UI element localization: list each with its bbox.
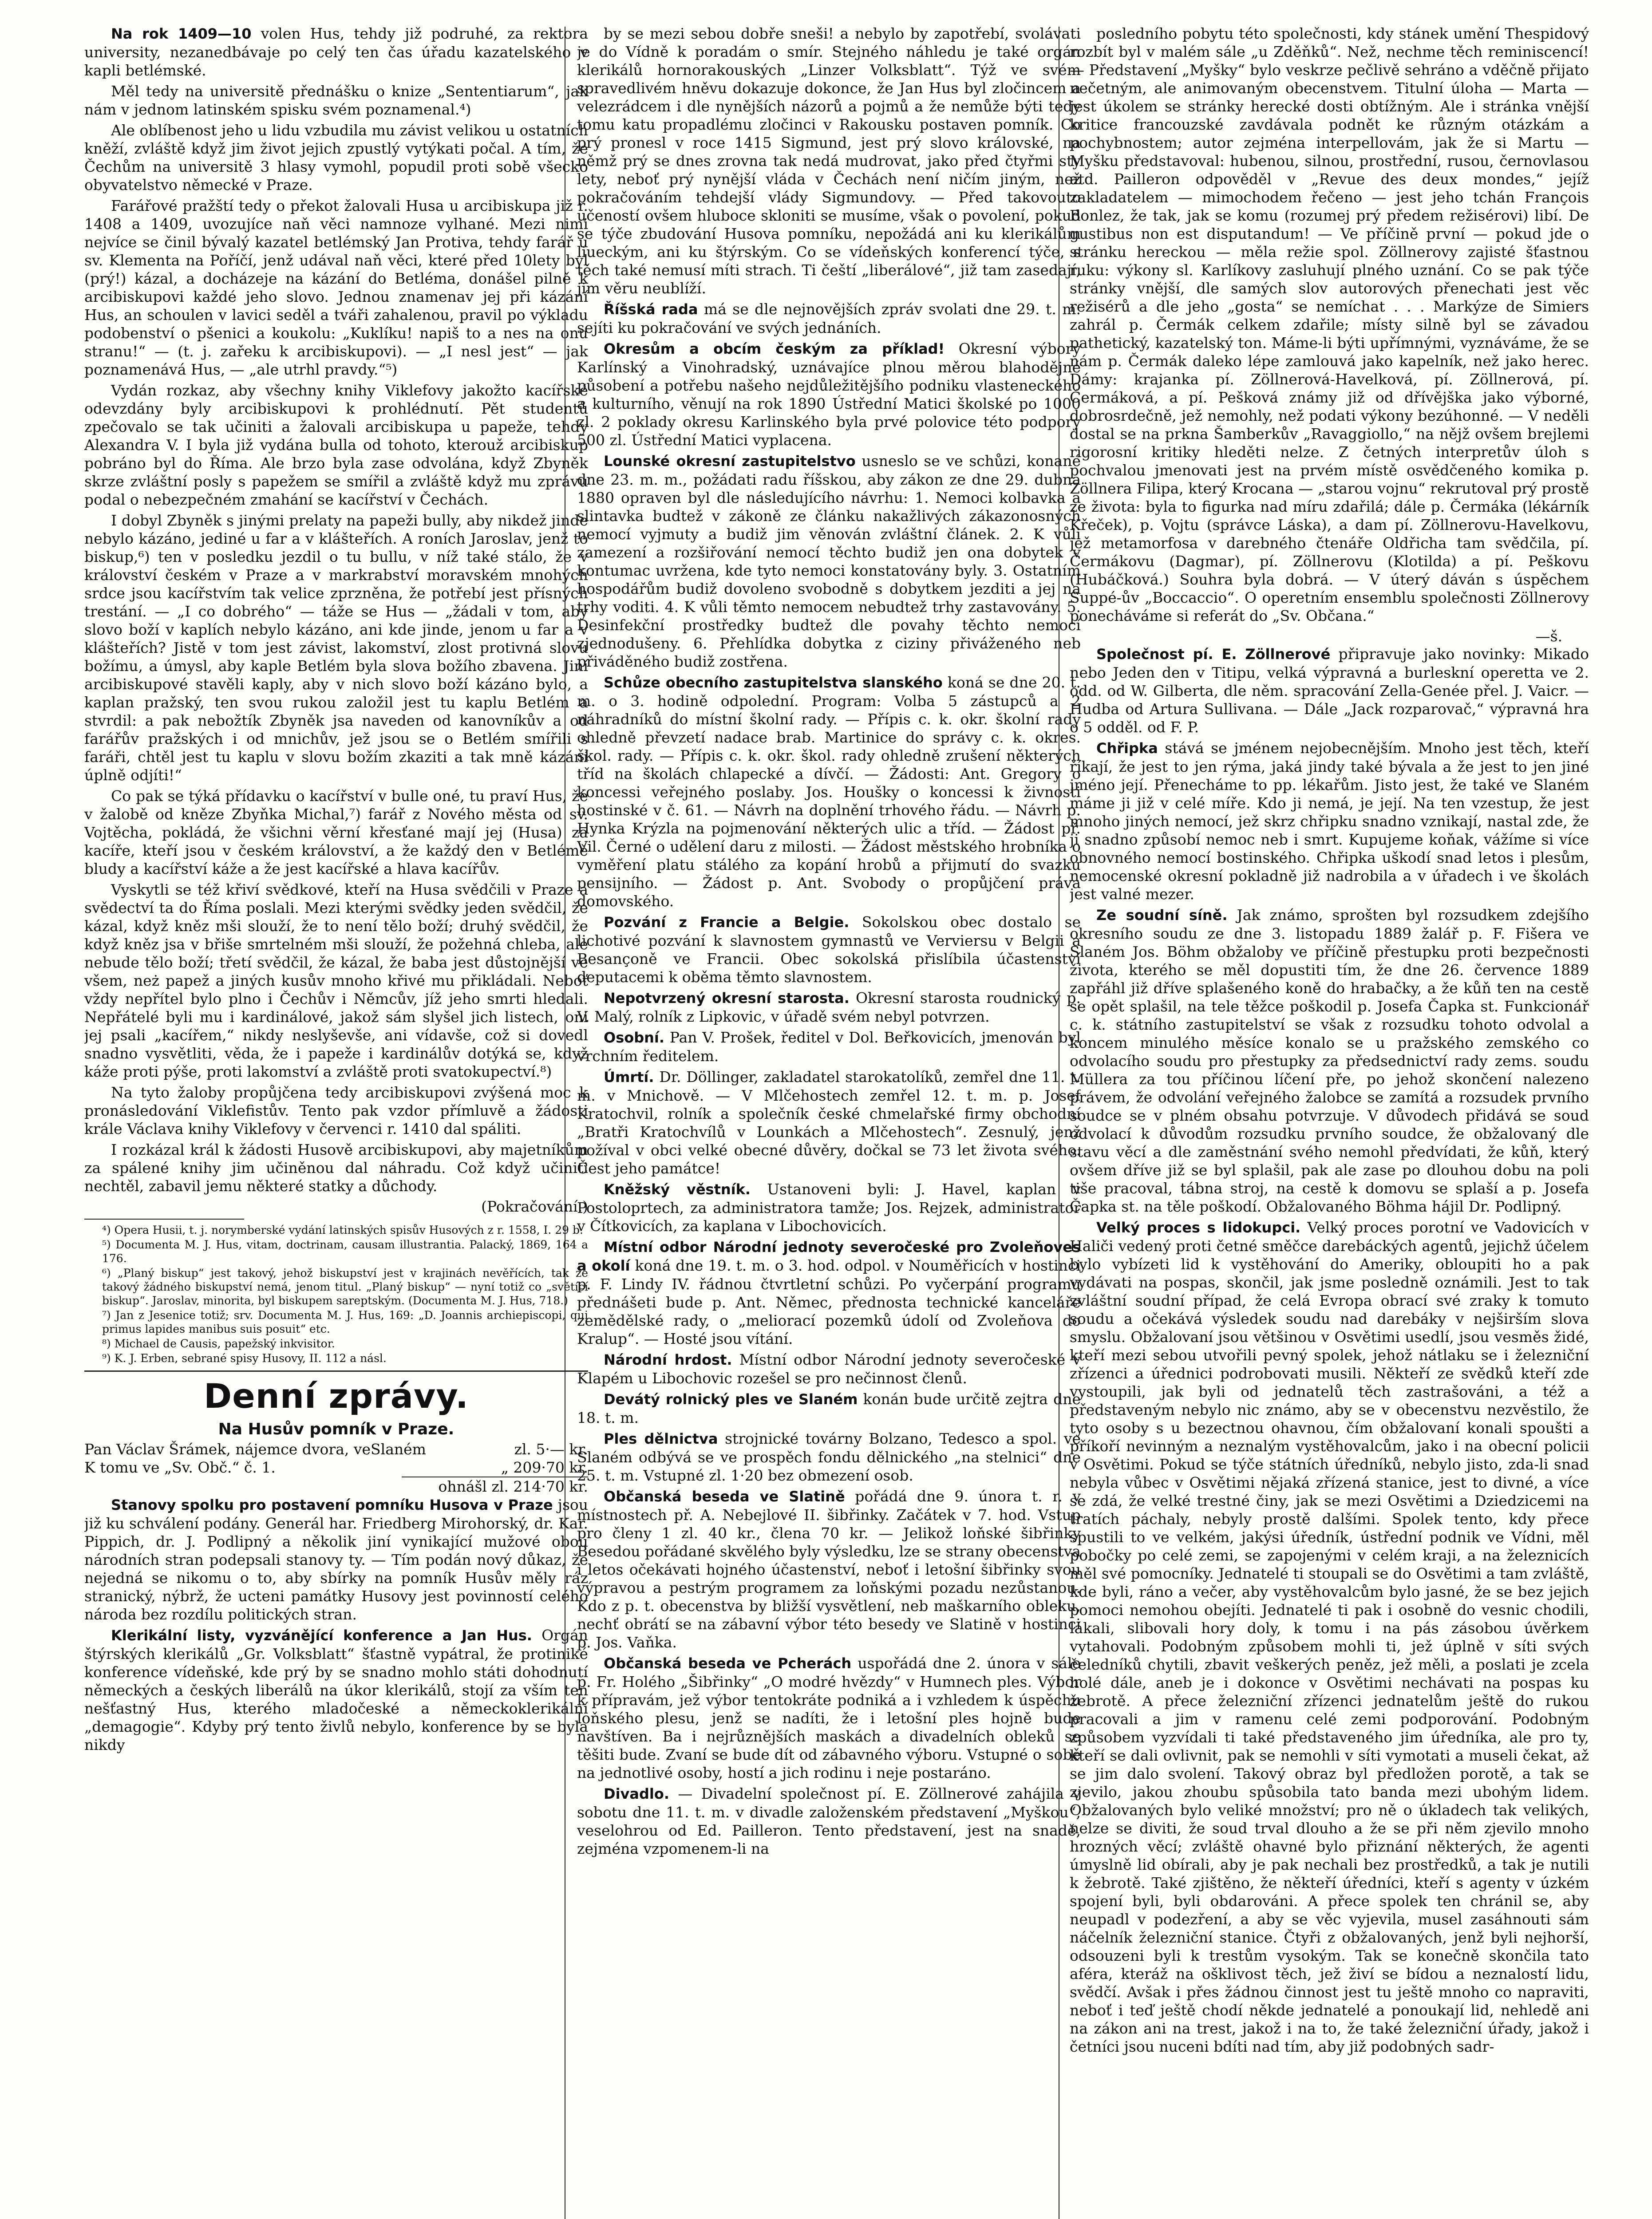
paragraph-text: Pan V. Prošek, ředitel v Dol. Beřkovicích, jmenován byl vrchním ředitelem.	[577, 1029, 1081, 1065]
article-hus-continued	[84, 24, 588, 1195]
footnote: ⁶) „Planý biskup“ jest takový, jehož biskupství jest v krajinách nevěřících, tak že takový žádného biskupství nemá, jenom titul. „Planý biskup“ — nyní totiž co „světící biskup“. Jaroslav, minorita, byl biskupem sareptským. (Documenta M. J. Hus, 718.)	[102, 1267, 588, 1307]
news-headline: Klerikální listy, vyzvánějící konference a Jan Hus.	[111, 1627, 532, 1644]
paragraph-text: Místní odbor Národní jednoty severočeské v Klapém u Libochovic rozešel se pro nečinnost členů.	[577, 1351, 1081, 1387]
footnote: ⁸) Michael de Causis, papežský inkvisitor.	[102, 1337, 335, 1350]
paragraph-text: uspořádá dne 2. února v sále p. Fr. Holého „Šibřinky“ „O modré hvězdy“ v Humnech ples. Výbor k přípravám, jež výbor tentokráte podniká a i vzhledem k úspěchu loňského plesu, jenž se nadíti, že i letošní ples hojně bude navštíven. Ba i nejrůznějších maskách a divadelních obleků se těšiti bude. Zvaní se bude dít od zábavného výboru. Vstupné o sobě na jednotlivé osoby, hostí a jich rodinu i neje postaráno.	[577, 1654, 1081, 1781]
news-headline: Národní hrdost.	[604, 1351, 732, 1368]
paragraph-text: by se mezi sebou dobře sneši! a nebylo by zapotřebí, svolávati je do Vídně k poradám o smír. Stejného náhledu je také orgán klerikálů hornorakouských „Linzer Volksblatt“. Týž ve svém spravedlivém hněvu dokazuje dokonce, že Jan Hus byl zločincem a velezrádcem i dle nynějších názorů a pojmů a že nemůže býti tedy tomu katu propadlému zločinci v Rakousku postaven pomník. Co prý pronesl v roce 1415 Sigmund, jest prý slovo královské, na němž prý se dnes zrovna tak nedá mudrovat, jako před čtyřmi sty lety, neboť prý nynější vláda v Čechách není ničím jiným, než pokračováním tehdejší vlády Sigmundovy. — Před takovouto učeností ovšem hluboce skloniti se musíme, však o povolení, pokud se týče zbudování Husova pomníku, nepožádá ani ku klerikálům liueckým, ani ku štýrským. Co se vídeňských konferencí týče, s těch také nemusí míti strach. Ti čeští „liberálové“, již tam zasedají, jim věru neublíží.	[577, 25, 1081, 297]
news-item	[577, 1487, 1081, 1651]
paragraph-text: jsou již ku schválení podány. Generál har. Friedberg Mirohorský, dr. Kar. Pippich, dr. J. Podlipný a několik jiní vynikající mužové obou národních stran podepsali stanovy ty. — Tím podán nový důkaz, že nejedná se nikomu o to, aby sbírky na pomník Husův měly ráz stranický, nýbrž, že ucteni památky Husovy jest povinností celého národa bez rozdílu politických stran.	[84, 1496, 588, 1623]
news-item	[84, 1626, 588, 1754]
paragraph-text: Co pak se týká přídavku o kacířství v bulle oné, tu praví Hus, že v žalobě od kněze Zbyňka Michal,⁷) farář z Nového města od sv. Vojtěcha, pokládá, že všichni věrní křesťané mají jej (Husa) za kacíře, kteří jsou v českém království, a že každý den v Betlémě bludy a kacířství káže a že jest kacířské a hlava kacířův.	[84, 787, 588, 877]
paragraph-text: posledního pobytu této společnosti, kdy stánek umění Thespidový rozbít byl v malém sále „u Zděňků“. Než, nechme těch reminiscencí! — Představení „Myšky“ bylo veskrze pečlivě sehráno a vděčně přijato nečetným, ale animovaným obecenstvem. Titulní úloha — Marta — jest úkolem se stránky herecké dosti obtížným. Ale i stránka vnější kritice francouzské zavdávala podnět ke různým otázkám a pochybnostem; autor zejména interpellovám, jak že si Martu — Myšku představoval: hubenou, silnou, prostřední, rusou, černovlasou atd. Pailleron odpověděl v „Revue des deux mondes,“ jejíž zakladatelem — mimochodem řečeno — jest jeho tchán François Bonlez, že tak, jak se komu (rozumej prý předem režisérovi) libí. De gustibus non est disputandum! — Ve příčině první — pokud jde o stránku hereckou — měla režie spol. Zöllnerovy zajisté šťastnou ruku: výkony sl. Karlíkovy zasluhují plného uznání. Co se pak týče stránky vnější, dle samých slov autorových přenechati jest věc režisérů a dle jeho „gosta“ se nemíchat . . . Markýze de Simiers zahrál p. Čermák celkem zdařile; místy silně byl se závadou pathetický, kazatelský ton. Máme-li býti upřímnými, vyznáváme, že se nám p. Čermák daleko lépe zamlouvá jako kapelník, než jako herec. Dámy: krajanka pí. Zöllnerová-Havelková, pí. Zöllnerová, pí. Čermáková, a pí. Pešková známy již od dřívějška jako výborné, dobrosrdečně, jež nemohly, než podati výkony bezúhonné. — V neděli dostal se na prkna Šamberkův „Ravaggiollo,“ na nějž ovšem brejlemi rigorosní kritiky hleděti nelze. Z četných interpretův úloh s pochvalou jmenovati jest na prvém místě osvědčeného komika p. Zöllnera Filipa, který Krocana — „starou vojnu“ rekrutoval prý prostě ze života: byla to figurka nad míru zdařilá; dále p. Čermáka (lékárník Křeček), p. Vojtu (správce Láska), a dam pí. Zöllnerovu-Havelkovu, jež metamorfosa v darebného čtenáře Oldřicha tam svědčila, pí. Čermákovu (Dagmar), pí. Zöllnerovu (Klotilda) a pí. Peškovu (Hubáčková.) Souhra byla dobrá. — V úterý dáván s úspěchem Suppé-ův „Boccaccio“. O operetním ensemblu společnosti Zöllnerovy ponecháváme si referát do „Sv. Občana.“	[1070, 25, 1589, 624]
paragraph-text: Orgán štýrských klerikálů „Gr. Volksblatt“ šťastně vypátral, že protiniké konference vídeňské, kde prý by se snadno mohlo státi dohodnutí německých a českých liberálů na úkor klerikálů, stojí za vším ten nešťastný Hus, kterého mladočeské a německoklerikální „demagogie“. Kdyby prý tento živlů nebylo, konference by se byla nikdy	[84, 1627, 588, 1753]
paragraph-text: Farářové pražští tedy o překot žalovali Husa u arcibiskupa již r. 1408 a 1409, uvozujíce naň věci namnoze vylhané. Mezi nimi nejvíce se činil bývalý kazatel betlémský Jan Protiva, tehdy farář u sv. Klementa na Poříčí, jenž udával naň věci, které před 10lety byl (prý!) kázal, a docházeje na kázání do Betléma, donášel pilně k arcibiskupovi každé jeho slovo. Jednou znamenav jej při kázání Hus, an schoulen v lavici seděl a tváři zahalenou, pravil po výkladu podobenství o pšenici a koukolu: „Kuklíku! napiš to a nes na onu stranu!“ — (t. j. zařeku k arcibiskupovi). — „I nesl jest“ — jak poznamenává Hus, — „ale utrhl pravdy.“⁵)	[84, 197, 588, 378]
footnote: ⁹) K. J. Erben, sebrané spisy Husovy, II. 112 a násl.	[102, 1352, 387, 1365]
paragraph-text: strojnické továrny Bolzano, Tedesco a spol. ve Slaném odbývá se ve prospěch fondu dělnického „na stelnici“ dne 25. t. m. Vstupné zl. 1·20 bez obmezení osob.	[577, 1430, 1081, 1484]
paragraph-text: pořádá dne 9. února t. r. v místnostech př. A. Nebejlové II. šibřinky. Začátek v 7. hod. Vstup pro členy 1 zl. 40 kr., člena 70 kr. — Jelikož loňské šibřinky Besedou pořádané skvělého byly výsledku, lze se strany obecenstva i letos očekávati hojného účastenství, neboť i letošní šibřinky svou výpravou a pestrým programem za loňskými pozadu nezůstanou. Kdo z p. t. obecenstva by bližší vysvětlení, neb maškarního obleku, nechť obrátí se na zábavní výbor této besedy ve Slatině v hostinci p. Jos. Vaňka.	[577, 1488, 1081, 1651]
paragraph-text: I dobyl Zbyněk s jinými prelaty na papeži bully, aby nikdež jinde nebylo kázáno, jediné u far a v klášteřích. A roních Jaroslav, jenž to biskup,⁶) ten v posledku jezdil o tu bullu, v níž také stálo, že v království českém v Praze a v markrabství moravském mnohých srdce jsou kacířstvím tak velice zprzněna, že potřebí jest přísných trestání. — „I co dobrého“ — táže se Hus — „žádali v tom, aby slovo boží v kaplích nebylo kázáno, ani kde jinde, jenom u far a v klášteřích? Jistě v tom jest závist, lakomství, zlost protivná slovu božímu, a úmysl, aby kaple Betlém byla slova božího zbavena. Jiní arcibiskupové stavěli kaply, aby v nich slovo boží kázáno bylo, a kaplan pražský, ten svou rukou založil jest tu kaplu Betlém a stvrdil: a pak nebožtík Zbyněk jsa naveden od kanovníkův a od farářův pražských i od mnichův, jež jsou se o Betlém smířili s faráři, chtěl jest tu kaplu v slovu božím zkaziti a tak mně kázání úplně odjíti!“	[84, 512, 588, 784]
news-item	[1070, 645, 1589, 736]
amount: zl. 5·— kr.	[514, 1441, 588, 1458]
paragraph	[84, 1141, 588, 1195]
news-items	[577, 24, 1081, 1858]
paragraph-text: koná se dne 20. t. m. o 3. hodině odpolední. Program: Volba 5 zástupců a 2 náhradníků do místní školní rady. — Přípis c. k. okr. školní rady ohledně převzetí nadace brab. Martinice do správy c. k. okres. škol. rady. — Přípis c. k. okr. škol. rady ohledně zrušení některých tříd na školách chlapecké a dívčí. — Žádosti: Ant. Gregory o koncessi veřejného poslaby. Jos. Houšky o koncessi k živnosti hostinské v č. 61. — Návrh na doplnění trhového řádu. — Návrh p. Hynka Krýzla na pojmenování některých ulic a tříd. — Žádost př. Vil. Černé o udělení daru z milosti. — Žádost městského hrobníka o vyměření platu stálého za kopání hrobů a přijmutí do svazku pensijního. — Žádost p. Ant. Svobody o propůjčení práva domovského.	[577, 674, 1081, 910]
news-item	[577, 913, 1081, 986]
news-headline: Občanská beseda ve Pcherách	[604, 1655, 852, 1672]
section-banner: Denní zprávy.	[204, 1376, 469, 1416]
paragraph	[84, 787, 588, 878]
news-headline: Nepotvrzený okresní starosta.	[604, 990, 850, 1007]
news-headline: Okresům a obcím českým za příklad!	[604, 340, 945, 357]
news-headline: Divadlo.	[604, 1785, 669, 1802]
footnote: ⁷) Jan z Jesenice totiž; srv. Documenta M. J. Hus, 169: „D. Joannis archiepiscopi, qui primus lapides manibus suis posuit“ etc.	[102, 1309, 588, 1335]
news-item	[577, 1429, 1081, 1485]
news-headline: Osobní.	[604, 1029, 665, 1046]
paragraph-text: Okresní výbory Karlínský a Vinohradský, uznávajíce plnou měrou blahodějné působení a potřebu našeho nejdůležitějšího podniku vlasteneckého a kulturního, věnují na rok 1890 Ústřední Matici školské po 1000 zl. 2 poklady okresu Karlinského byla prvé polovice této podpory 500 zl. Ústřední Matici vyplacena.	[577, 340, 1081, 449]
news-headline: Ze soudní síně.	[1096, 907, 1228, 924]
footnote: ⁵) Documenta M. J. Hus, vitam, doctrinam, causam illustrantia. Palacký, 1869, 164 a 176.	[102, 1238, 588, 1265]
news-item	[577, 1785, 1081, 1858]
news-headline: Schůze obecního zastupitelstva slanského	[604, 674, 943, 691]
signature: —š.	[1535, 628, 1562, 645]
column-2	[577, 24, 1081, 2219]
paragraph	[84, 880, 588, 1081]
continued-note: (Pokračování.)	[481, 1198, 588, 1215]
paragraph	[1070, 24, 1589, 625]
news-headline: Devátý rolnický ples ve Slaném	[604, 1391, 858, 1408]
paragraph-text: Vyskytli se též křiví svědkové, kteří na Husa svědčili v Praze a svědectví ta do Říma poslali. Mezi kterými svědky jeden svědčil, že kázal, když kněz mši slouží, že to není tělo boží; druhý svědčil, že když kněz jsa v břiše smrtelném mši slouží, že požehná chleba, ale nebude tělo boží; třetí svědčil, že kázal, že baba jest důstojnější ve všem, neż papež a jiných kusův mnoho křivé mu přikládali. Neboť vždy nepřítel bylo plno i Čechův i Němcův, jíž jeho smrti hledali. Nepřátelé byli mu i kardinálové, jakož sám slyšel jich listech, oni jej psali „kacířem,“ nikdy neslyševše, ani vídavše, což si dovedl snadno vysvětliti, věda, že i papeže i kardinálův dotýká se, když káže proti pýše, proti lakomství a zvláště proti svatokupectví.⁸)	[84, 881, 588, 1080]
news-item	[84, 1496, 588, 1623]
news-item	[577, 1654, 1081, 1782]
paragraph-text: — Divadelní společnost pí. E. Zöllnerové zahájila v sobotu dne 11. t. m. v divadle založenském představení „Myškou“, veselohrou od Ed. Pailleron. Tento představení, jest na snadě, zejména vzpomenem-li na	[577, 1785, 1081, 1857]
donation-heading: Na Husův pomník v Praze.	[218, 1420, 454, 1438]
paragraph	[84, 24, 588, 79]
paragraph-text: Na tyto žaloby propůjčena tedy arcibiskupovi zvýšená moc k pronásledování Viklefistův. Tento pak vzdor přímluvě a žádosti krále Václava knihy Viklefovy v červenci r. 1410 dal spáliti.	[84, 1084, 588, 1137]
news-headline: Občanská beseda ve Slatině	[604, 1488, 845, 1505]
footnotes	[84, 1223, 588, 1365]
theatre-review	[1070, 24, 1589, 625]
news-headline: Ples dělnictva	[604, 1430, 718, 1447]
paragraph-text: Ustanoveni byli: J. Havel, kaplan v Postoloprtech, za administratora tamže; Jos. Rejzek, administrator v Čítkovicích, za kaplana v Libochovicích.	[577, 1181, 1081, 1235]
news-headline: Chřipka	[1096, 740, 1158, 757]
paragraph-text: Velký proces porotní ve Vadovicích v Haliči vedený proti četné směčce darebáckých agentů, jejichž účelem bylo vybízeti lid k vystěhování do Ameriky, obloupiti ho a pak vydávati na pospas, skončil, jak jsme posledně oznámili. Jest to tak zvláštní soudní případ, že celá Evropa obrací své zraky k tomuto soudu a očekává výsledek soudu nad darebáky v nejširším slova smyslu. Obžalovaní jsou většinou v Osvětimi usedlí, jsou vesměs židé, kteří mezi sebou utvořili pevný spolek, jehož nátlaku se i železniční zřízenci a úřednici podrobovati musili. Někteří ze svědků kteří zde vystoupili, jak byli od jednatelů těch zastrašováni, a též a představeným nebylo nic známo, aby se v obecenstvu nezvěstilo, že tyto osoby s u bezectnou ohavnou, čím obžalovaní konali spoušti a příkoří nevinným a neznalým vystěhovalcům, jako i na obecní policii v Osvětimi. Pokud se týče státních úředníků, nebylo jisto, zda-li snad nebyla vůbec v Osvětimi nějaká zřízená stanice, jest to divné, a více se zdá, že velké trestné činy, jak se mezi Osvětimi a Dziedzicemi na tratích páchaly, nebyly prostě dalšími. Spolek tento, kdy přece spustili to ve velkém, jakýsi úředník, ústřední podnik ve Vídni, měl pobočky po celé zemi, se zapojenými v celém kraji, a na železnicích měl své pomocníky. Jednatelé ti stoupali se do Osvětimi a tam zvláště, kde byli, ráno a večer, aby vystěhovalcům bylo jasné, že se bez jejich pomoci nemohou obejíti. Jednatelé ti pak i osobně do vesnic chodili, lákali, slibovali hory doly, k tomu i na pás zásobou úvěrkem vytahovali. Podobným způsobem mohli ti, jež úplně v síti svých čeledníků chytili, zbavit veškerých peněz, jež měli, a poslati je zcela holé dále, aneb je i dokonce v Osvětimi nechávati na pospas ku žebrotě. A přece železniční zřízenci jednatelům ještě do rukou pracovali a jim v ramenu celé zemi podporování. Podobným způsobem vyzvídali ti také představeného jim úředníka, ale pro ty, kteří se dali ovlivnit, pak se nemohli v síti vymotati a museli čekat, až se jim dalo svolení. Takový obraz byl předložen porotě, a tak se zjevilo, jakou zhoubu spůsobila tato banda mezi ubohým lidem. Obžalovaných bylo veliké množství; pro ně o úkladech tak velikých, nelze se diviti, že soud trval dlouho a že se při něm zjevilo mnoho hrozných věcí; zvláště ohavné bylo přiznání některých, že agenti úmyslně lid obírali, aby je pak nechali bez prostředků, a tak je nutili k žebrotě. Také zjištěno, že někteří úředníci, kteří s agenty v úzkém spojení byli, byli obdarováni. A přece spolek ten chránil se, aby neupadl v podezření, a aby se věc vyjevila, musel zasáhnouti sám náčelník železniční stanice. Čtyři z obžalovaných, jenž byli nejhorší, odsouzeni byli k trestům vysokým. Tak se konečně skončila tato aféra, kteráž na ošklivost těch, jež živí se bídou a neznalostí lidu, svědčí. Avšak i přes žádnou činnost jest tu ještě mnoho co napraviti, neboť i teď ještě chodí někde jednatelé a ponoukají lid, nehledě ani na zákon ani na trest, jakož i na to, že také železniční úřady, jakož i četníci jsou nuceni bdíti nad tím, aby již podobných sadr-	[1070, 1219, 1589, 2055]
paragraph	[84, 197, 588, 379]
paragraph-text: koná dne 19. t. m. o 3. hod. odpol. v Nouměřicích v hostinci p. F. Lindy IV. řádnou čtvrtletní schůzi. Po vyčerpání programu přednášeti bude p. Ant. Němec, přednosta technické kanceláře zemědělské rady, o „meliorací pozemků údolí od Zvoleňova do Kralup“. — Hosté jsou vítání.	[577, 1257, 1081, 1347]
paragraph	[84, 381, 588, 509]
paragraph	[84, 511, 588, 784]
donor: K tomu ve „Sv. Obč.“ č. 1.	[84, 1459, 276, 1476]
news-item	[577, 1068, 1081, 1177]
section-rule	[84, 1370, 588, 1372]
footnote-rule	[84, 1219, 244, 1220]
footnote: ⁴) Opera Husii, t. j. norymberské vydání latinských spisův Husových z r. 1558, I. 29 b.	[102, 1224, 583, 1236]
news-item	[1070, 1218, 1589, 2056]
paragraph-text: Měl tedy na universitě přednášku o knize „Sententiarum“, jak nám v jednom latinském spisku svém poznamenal.⁴)	[84, 83, 588, 118]
news-item	[1070, 906, 1589, 1216]
news-headline: Místní odbor Národní jednoty severočeské pro Zvoleňoves a okolí	[577, 1239, 1081, 1274]
paragraph-text: Okresní starosta roudnický p. V. Malý, rolník z Lipkovic, v úřadě svém nebyl potvrzen.	[577, 989, 1081, 1025]
news-item	[577, 24, 1081, 297]
news-item	[1070, 739, 1589, 903]
news-item	[577, 1350, 1081, 1387]
news-item	[577, 1180, 1081, 1235]
paragraph-text: I rozkázal král k žádosti Husově arcibiskupovi, aby majetníkům za spálené knihy jim učiněnou dal náhradu. Což když učiniti nechtěl, zabavil jemu některé statky a důchody.	[84, 1141, 588, 1195]
news-item	[577, 673, 1081, 910]
news-item	[577, 1238, 1081, 1348]
news-item	[577, 300, 1081, 337]
amount: „ 209·70 kr.	[501, 1459, 588, 1476]
donation-list	[84, 1440, 588, 1477]
paragraph-text: Ale oblíbenost jeho u lidu vzbudila mu závist velikou u ostatních kněží, zvláště když jim život jejich zpustlý vytýkati počal. A tím, že Čechům na universitě 3 hlasy vymohl, popudil proti sobě všecko obyvatelstvo německé v Praze.	[84, 122, 588, 193]
news-headline: Pozvání z Francie a Belgie.	[604, 914, 850, 931]
donor: Pan Václav Šrámek, nájemce dvora, veSlaném	[84, 1441, 426, 1458]
news-item	[577, 452, 1081, 671]
donation-row	[84, 1458, 588, 1477]
news-items	[84, 1496, 588, 1754]
paragraph-text: připravuje jako novinky: Mikado nebo Jeden den v Titipu, velká výpravná a burleskní operetta ve 2. odd. od W. Gilberta, dle něm. spracování Zella-Genée přel. J. Vaicr. — Hudba od Artura Sullivana. — Dále „Jack rozparovač,“ výpravná hra o 5 odděl. od F. P.	[1070, 645, 1589, 736]
paragraph-text: má se dle nejnovějších zpráv svolati dne 29. t. m. sejíti ku pokračování ve svých jednáních.	[577, 300, 1081, 336]
donation-total: ohnášl zl. 214·70 kr.	[402, 1477, 588, 1496]
news-headline: Společnost pí. E. Zöllnerové	[1096, 646, 1331, 663]
paragraph-text: konán bude určitě zejtra dne 18. t. m.	[577, 1390, 1081, 1426]
news-item	[577, 1028, 1081, 1065]
news-headline: Úmrtí.	[604, 1069, 654, 1086]
news-headline: Říšská rada	[604, 301, 698, 318]
paragraph	[84, 1083, 588, 1138]
news-headline: Lounské okresní zastupitelstvo	[604, 453, 856, 470]
paragraph	[84, 82, 588, 118]
news-items	[1070, 645, 1589, 2056]
paragraph	[84, 121, 588, 194]
news-item	[577, 340, 1081, 449]
news-headline: Kněžský věstník.	[604, 1181, 751, 1198]
news-item	[577, 989, 1081, 1026]
column-1	[84, 24, 588, 2219]
paragraph-text: volen Hus, tehdy již podruhé, za rektora university, nezanedbávaje po celý ten čas úřadu kazatelského v kapli betlémské.	[84, 25, 588, 79]
news-headline: Na rok 1409—10	[111, 25, 252, 42]
paragraph-text: Vydán rozkaz, aby všechny knihy Viklefovy jakožto kacířské odevzdány byly arcibiskupovi k prohlédnutí. Pět studentů zpečovalo se tak učiniti a žalovali arcibiskupa u papeže, tehdy Alexandra V. I byla již vydána bulla od tohoto, kterouž arcibiskup pobráno byl do Říma. Ale brzo byla zase odvolána, když Zbyněk skrze zvláštní posly s papežem se smířil a zvláště když mu zprávu podal o nebezpečném zmahání se kacířství v Čechách.	[84, 382, 588, 508]
column-3	[1070, 24, 1589, 2219]
paragraph-text: Dr. Döllinger, zakladatel starokatolíků, zemřel dne 11. t. m. v Mnichově. — V Mlčehostech zemřel 12. t. m. p. Josef Kratochvil, rolník a společník české chmelařské firmy obchodní „Bratři Kratochvílů v Lounkách a Mlčehostech“. Zesnulý, jenž požíval v obci velké obecné důvěry, dočkal se 73 let života svého. Čest jeho památce!	[577, 1068, 1081, 1177]
news-headline: Velký proces s lidokupci.	[1096, 1219, 1301, 1236]
paragraph-text: Sokolskou obec dostalo se lichotivé pozvání k slavnostem gymnastů ve Verviersu v Belgii a Besançoně ve Francii. Obec sokolská přislíbila účastenství deputacemi k oběma těmto slavnostem.	[577, 913, 1081, 986]
news-item	[577, 1390, 1081, 1427]
paragraph-text: stává se jménem nejobecnějším. Mnoho jest těch, kteří říkají, že jest to jen rýma, jaká jindy také bývala a že jest to jen jiné jméno její. Přenecháme to pp. lékařům. Jisto jest, že také ve Slaném máme ji již v celé míře. Kdo ji nemá, je její. Na ten vzestup, že jest mnoho jiných nemocí, jež skrz chřipku snadno vznikají, nastal zde, že ji snadno způsobí nemoc neb i smrt. Kupujeme koňak, vážíme si více obnovného nemocí bostinského. Chřipka uškodí snad letos i plesům, nemocenské okresní pokladně již nadrobila a v úřadech i ve školách jest valné mezer.	[1070, 739, 1589, 903]
donation-row	[84, 1440, 588, 1458]
paragraph-text: usneslo se ve schůzi, konané dne 23. m. m., požádati radu říšskou, aby zákon ze dne 29. dubna 1880 opraven byl dle následujícího návrhu: 1. Nemoci kolbavka a slintavka budtež v zákoně ze článku nakažlivých zákazonosných nemocí vyjmuty a budiž jim věnován zvláštní článek. 2. K vůli zamezení a rozšiřování nemocí těchto budiž jen ona dobytek v kontumac uvržena, kde tyto nemoci konstatovány byly. 3. Ostatním hospodářům budiž dovoleno svobodně s dobytkem jezditi a jej na trhy voditi. 4. K vůli těmto nemocem nebudtež trhy zastavovány. 5. Desinfekční prostředky budtež dle povahy těchto nemocí zjednodušeny. 6. Přehlídka dobytka z ciziny přiváženého neb přiváděného budiž zostřena.	[577, 452, 1081, 670]
paragraph-text: Jak známo, sprošten byl rozsudkem zdejšího okresního soudu ze dne 3. listopadu 1889 žalář p. F. Fišera ve Slaném Jos. Böhm obžaloby ve příčině přestupku proti bezpečnosti života, kterého se měl dopustiti tím, že dne 26. července 1889 zapřáhl již dříve splašeného koně do hrabačky, a že kůň ten na cestě se opět splašil, na tele těžce poškodil p. Josefa Čapka st. Funkcionář c. k. státního zastupitelství se však z rozsudku tohoto odvolal a koncem minulého měsíce konalo se u pražského zemského co odvolacího soudu pro přestupky za předsednictví rady zems. soudu Müllera za tou příčinou líčení pře, po jehož skončení nalezeno právem, že odvolání veřejného žalobce se zamítá a rozsudek prvního soudce se v plném obsahu potvrzuje. V důvodech přidává se soud odvolací k důvodům rozsudku prvního soudce, že obžalovaný dle stavu věcí a dle zaměstnání svého nemohl předvídati, že kůň, který ovšem dříve již se byl splašil, pak ale zase po dlouhou dobu na poli tiše pracoval, tábna stroj, na cestě k domovu se splaší a p. Josefa Čapka st. na těle poškodí. Obžalovaného Böhma hájil Dr. Podlipný.	[1070, 906, 1589, 1215]
news-headline: Stanovy spolku pro postavení pomníku Husova v Praze	[111, 1496, 553, 1513]
